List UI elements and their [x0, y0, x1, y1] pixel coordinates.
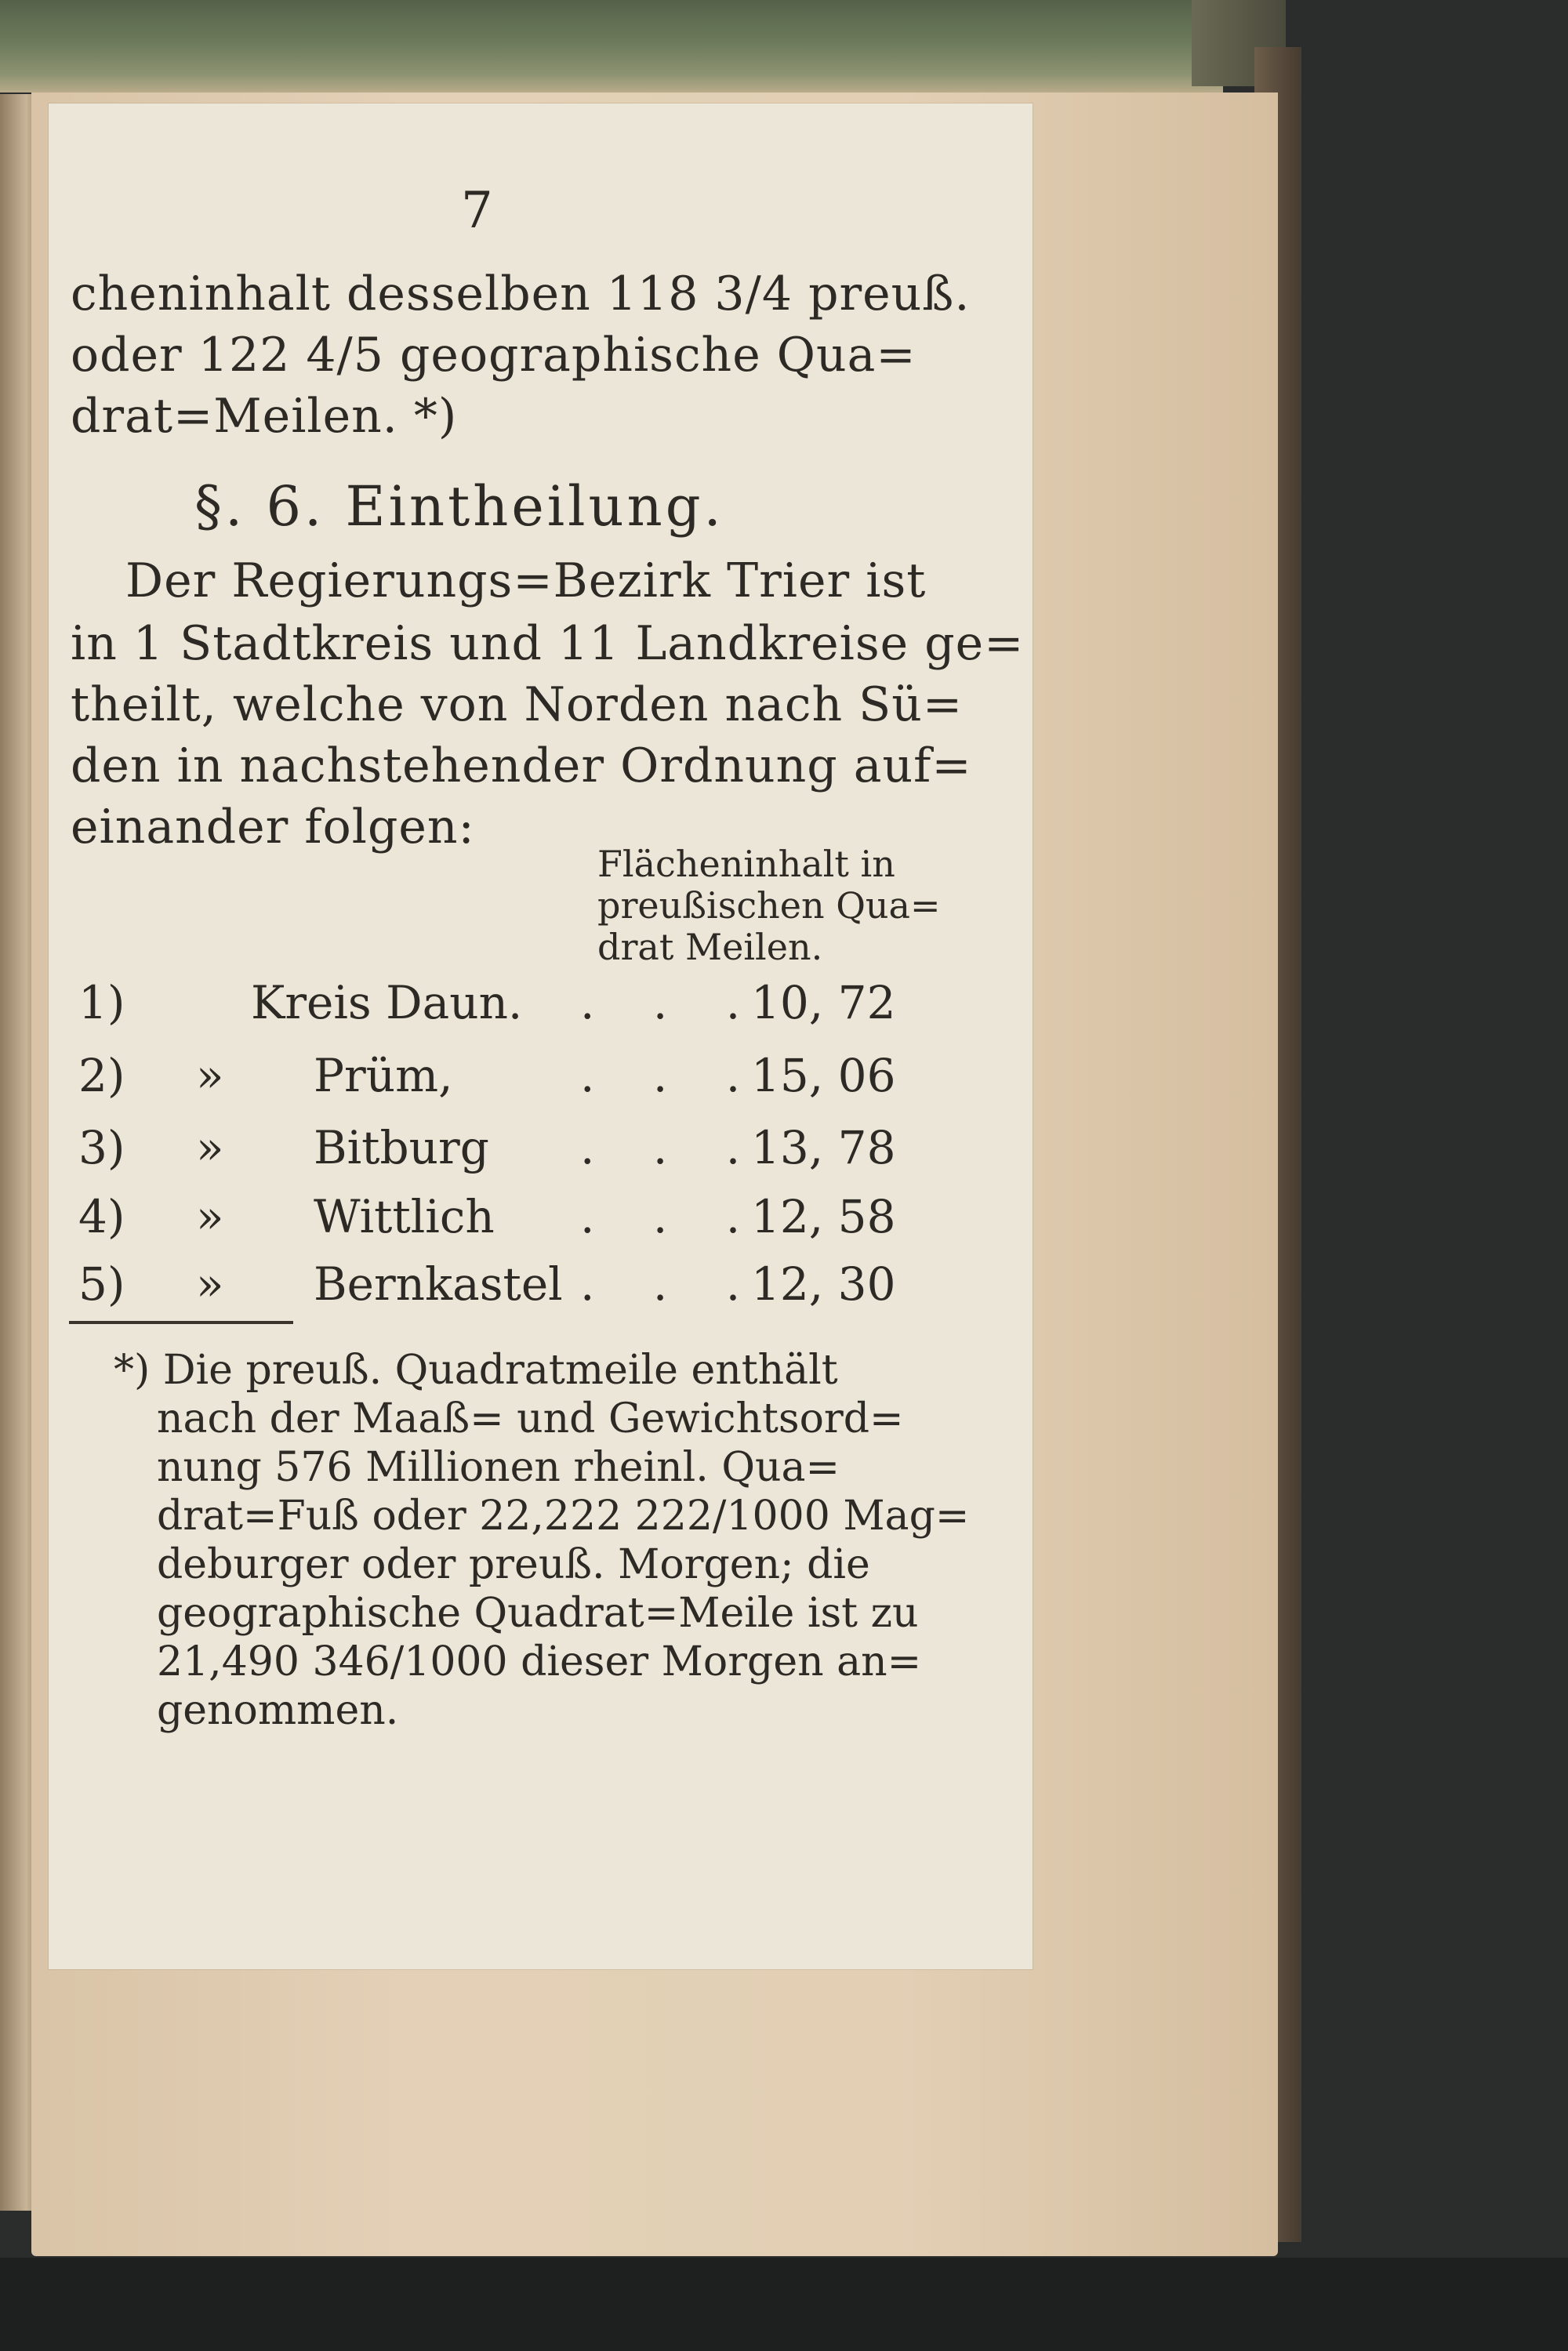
- table-row: [78, 976, 902, 1039]
- section-heading: §. 6. Eintheilung.: [194, 474, 724, 539]
- footnote-line-5: deburger oder preuß. Morgen; die: [157, 1541, 870, 1588]
- table-row: [78, 1121, 902, 1184]
- row-district: Bernkastel: [314, 1257, 563, 1311]
- paragraph-line-1: Der Regierungs=Bezirk Trier ist: [125, 553, 927, 608]
- footnote-line-6: geographische Quadrat=Meile ist zu: [157, 1590, 919, 1637]
- paragraph-line-5: einander folgen:: [71, 800, 475, 854]
- row-ditto: »: [196, 1257, 224, 1311]
- paragraph-line-3: theilt, welche von Norden nach Sü=: [71, 677, 964, 732]
- footnote-line-3: nung 576 Millionen rheinl. Qua=: [157, 1444, 840, 1491]
- row-area: 12, 30: [751, 1257, 896, 1311]
- intro-line-1: cheninhalt desselben 118 3/4 preuß.: [71, 267, 971, 321]
- book-top-edge: [0, 0, 1223, 93]
- intro-line-3: drat=Meilen. *): [71, 389, 458, 444]
- table-header-line-2: preußischen Qua=: [597, 884, 941, 927]
- row-number: 2): [78, 1049, 125, 1102]
- scan-background: [0, 2258, 1568, 2351]
- table-row: [78, 1257, 902, 1320]
- row-leader-dots: . . .: [580, 1121, 763, 1174]
- row-area: 13, 78: [751, 1121, 896, 1174]
- footnote-line-2: nach der Maaß= und Gewichtsord=: [157, 1395, 904, 1442]
- footnote-line-4: drat=Fuß oder 22,222 222/1000 Mag=: [157, 1493, 970, 1540]
- intro-line-2: oder 122 4/5 geographische Qua=: [71, 328, 916, 383]
- table-header-line-1: Flächeninhalt in: [597, 843, 895, 885]
- row-ditto: »: [196, 1121, 224, 1174]
- row-leader-dots: . . .: [580, 1190, 763, 1243]
- paragraph-line-2: in 1 Stadtkreis und 11 Landkreise ge=: [71, 616, 1025, 671]
- footnote-rule: [69, 1321, 293, 1324]
- row-number: 4): [78, 1190, 125, 1243]
- footnote-line-8: genommen.: [157, 1687, 399, 1734]
- row-district: Wittlich: [314, 1190, 495, 1243]
- row-district: Prüm,: [314, 1049, 453, 1102]
- row-area: 12, 58: [751, 1190, 896, 1243]
- table-row: [78, 1049, 902, 1112]
- row-area: 10, 72: [751, 976, 896, 1029]
- footnote-line-1: *) Die preuß. Quadratmeile enthält: [114, 1347, 838, 1394]
- row-leader-dots: . . .: [580, 1257, 763, 1311]
- table-row: [78, 1190, 902, 1253]
- paragraph-line-4: den in nachstehender Ordnung auf=: [71, 738, 972, 793]
- footnote-line-7: 21,490 346/1000 dieser Morgen an=: [157, 1638, 922, 1685]
- row-ditto: »: [196, 1190, 224, 1243]
- row-leader-dots: . . .: [580, 976, 763, 1029]
- row-ditto: »: [196, 1049, 224, 1102]
- row-number: 3): [78, 1121, 125, 1174]
- row-district: Bitburg: [314, 1121, 489, 1174]
- row-number: 5): [78, 1257, 125, 1311]
- page-number: 7: [461, 182, 493, 240]
- table-header-line-3: drat Meilen.: [597, 926, 823, 968]
- row-district: Kreis Daun.: [251, 976, 523, 1029]
- row-leader-dots: . . .: [580, 1049, 763, 1102]
- row-number: 1): [78, 976, 125, 1029]
- row-area: 15, 06: [751, 1049, 896, 1102]
